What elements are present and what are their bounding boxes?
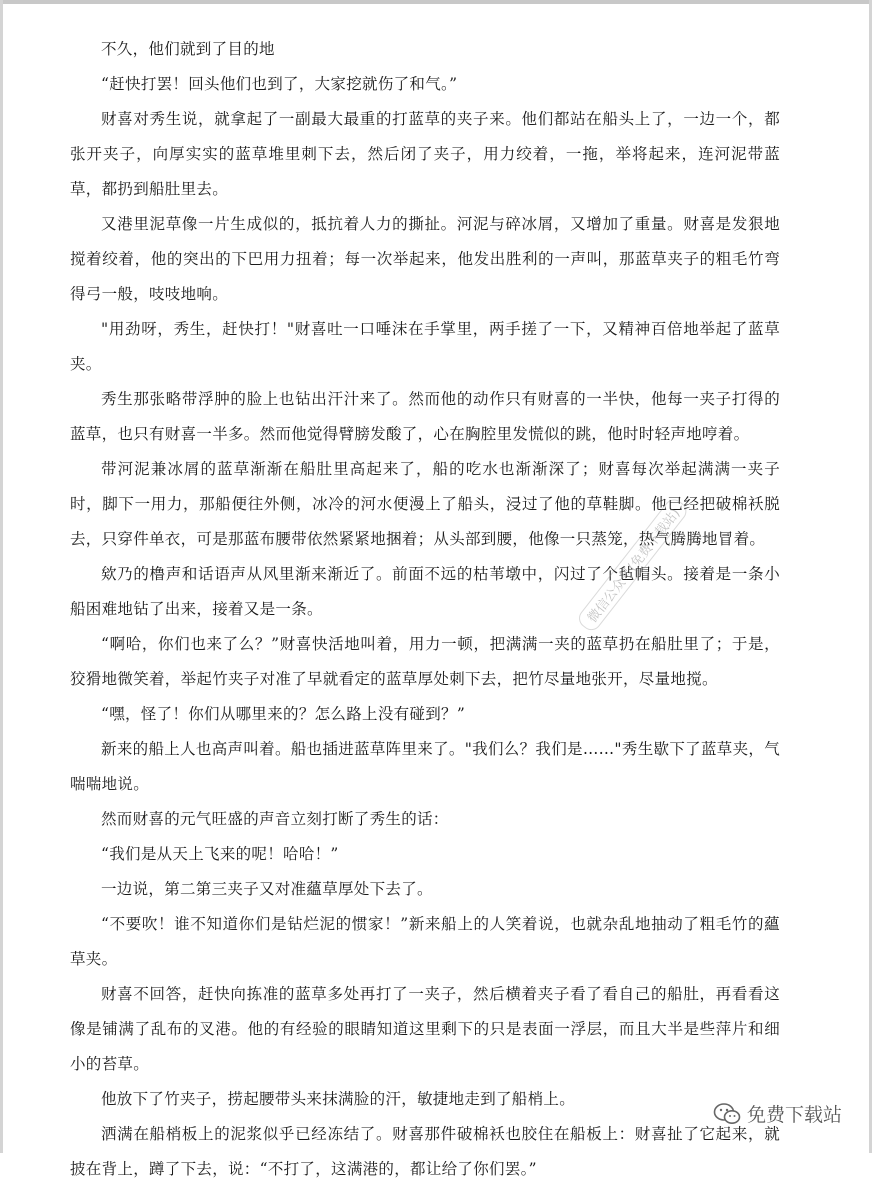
page-left-edge bbox=[0, 0, 3, 1153]
paragraph: 又港里泥草像一片生成似的，抵抗着人力的撕扯。河泥与碎冰屑，又增加了重量。财喜是发狠地搅着绞着，他的突出的下巴用力扭着；每一次举起来，他发出胜利的一声叫，那蓝草夹子的粗毛竹弯得弓一般，吱吱地响。 bbox=[70, 215, 780, 303]
paragraph: “嘿，怪了！你们从哪里来的？怎么路上没有碰到？” bbox=[101, 705, 466, 723]
wechat-icon bbox=[713, 1102, 741, 1126]
paragraph: 带河泥兼冰屑的蓝草渐渐在船肚里高起来了，船的吃水也渐渐深了；财喜每次举起满满一夹子时，脚下一用力，那船便往外侧，冰冷的河水便漫上了船头，浸过了他的草鞋脚。他已经把破棉袄脱去，只穿件单衣，可是那蓝布腰带依然紧紧地捆着；从头部到腰，他像一只蒸笼，热气腾腾地冒着。 bbox=[70, 460, 780, 548]
paragraph: 财喜对秀生说，就拿起了一副最大最重的打蓝草的夹子来。他们都站在船头上了，一边一个，都张开夹子，向厚实实的蓝草堆里刺下去，然后闭了夹子，用力绞着，一拖，举将起来，连河泥带蓝草，都扔到船肚里去。 bbox=[70, 110, 780, 198]
paragraph: “不要吹！谁不知道你们是钻烂泥的惯家！”新来船上的人笑着说，也就杂乱地抽动了粗毛竹的蘊草夹。 bbox=[70, 915, 780, 968]
page-top-edge bbox=[0, 0, 872, 4]
paragraph: "用劲呀，秀生，赶快打！"财喜吐一口唾沫在手掌里，两手搓了一下，又精神百倍地举起了蓝草夹。 bbox=[70, 320, 780, 373]
paragraph: 新来的船上人也高声叫着。船也插进蓝草阵里来了。"我们么？我们是……"秀生歇下了蓝草夹，气喘喘地说。 bbox=[70, 740, 780, 793]
watermark-stamp: 微信公众号(免费下载站) bbox=[575, 495, 690, 634]
paragraph: 不久，他们就到了目的地 bbox=[101, 40, 275, 58]
paragraph: “我们是从天上飞来的呢！哈哈！” bbox=[101, 845, 339, 863]
paragraph: 财喜不回答，赶快向拣准的蓝草多处再打了一夹子，然后横着夹子看了看自己的船肚，再看看这像是铺满了乱布的叉港。他的有经验的眼睛知道这里剩下的只是表面一浮层，而且大半是些萍片和细小的苔草。 bbox=[70, 985, 780, 1073]
paragraph: “赶快打罢！回头他们也到了，大家挖就伤了和气。” bbox=[101, 75, 458, 93]
paragraph: 欸乃的橹声和话语声从风里渐来渐近了。前面不远的枯苇墩中，闪过了个毡帽头。接着是一条小船困难地钻了出来，接着又是一条。 bbox=[70, 565, 780, 618]
brand-logo bbox=[713, 1100, 842, 1127]
paragraph: “啊哈，你们也来了么？”财喜快活地叫着，用力一顿，把满满一夹的蓝草扔在船肚里了；于是，狡猾地微笑着，举起竹夹子对准了早就看定的蓝草厚处刺下去，把竹尽量地张开，尽量地搅。 bbox=[70, 635, 780, 688]
paragraph: 洒满在船梢板上的泥浆似乎已经冻结了。财喜那件破棉袄也胶住在船板上：财喜扯了它起来，就披在背上，蹲了下去，说：“不打了，这满港的，都让给了你们罢。” bbox=[70, 1125, 780, 1178]
brand-name: 免费下载站 bbox=[746, 1104, 842, 1126]
paragraph: 然而财喜的元气旺盛的声音立刻打断了秀生的话： bbox=[101, 810, 449, 828]
article-body bbox=[70, 32, 780, 1187]
paragraph: 一边说，第二第三夹子又对准蘊草厚处下去了。 bbox=[101, 880, 433, 898]
paragraph: 他放下了竹夹子，捞起腰带头来抹满脸的汗，敏捷地走到了船梢上。 bbox=[101, 1090, 576, 1108]
paragraph: 秀生那张略带浮肿的脸上也钻出汗汁来了。然而他的动作只有财喜的一半快，他每一夹子打得的蓝草，也只有财喜一半多。然而他觉得臂膀发酸了，心在胸腔里发慌似的跳，他时时轻声地哼着。 bbox=[70, 390, 780, 443]
